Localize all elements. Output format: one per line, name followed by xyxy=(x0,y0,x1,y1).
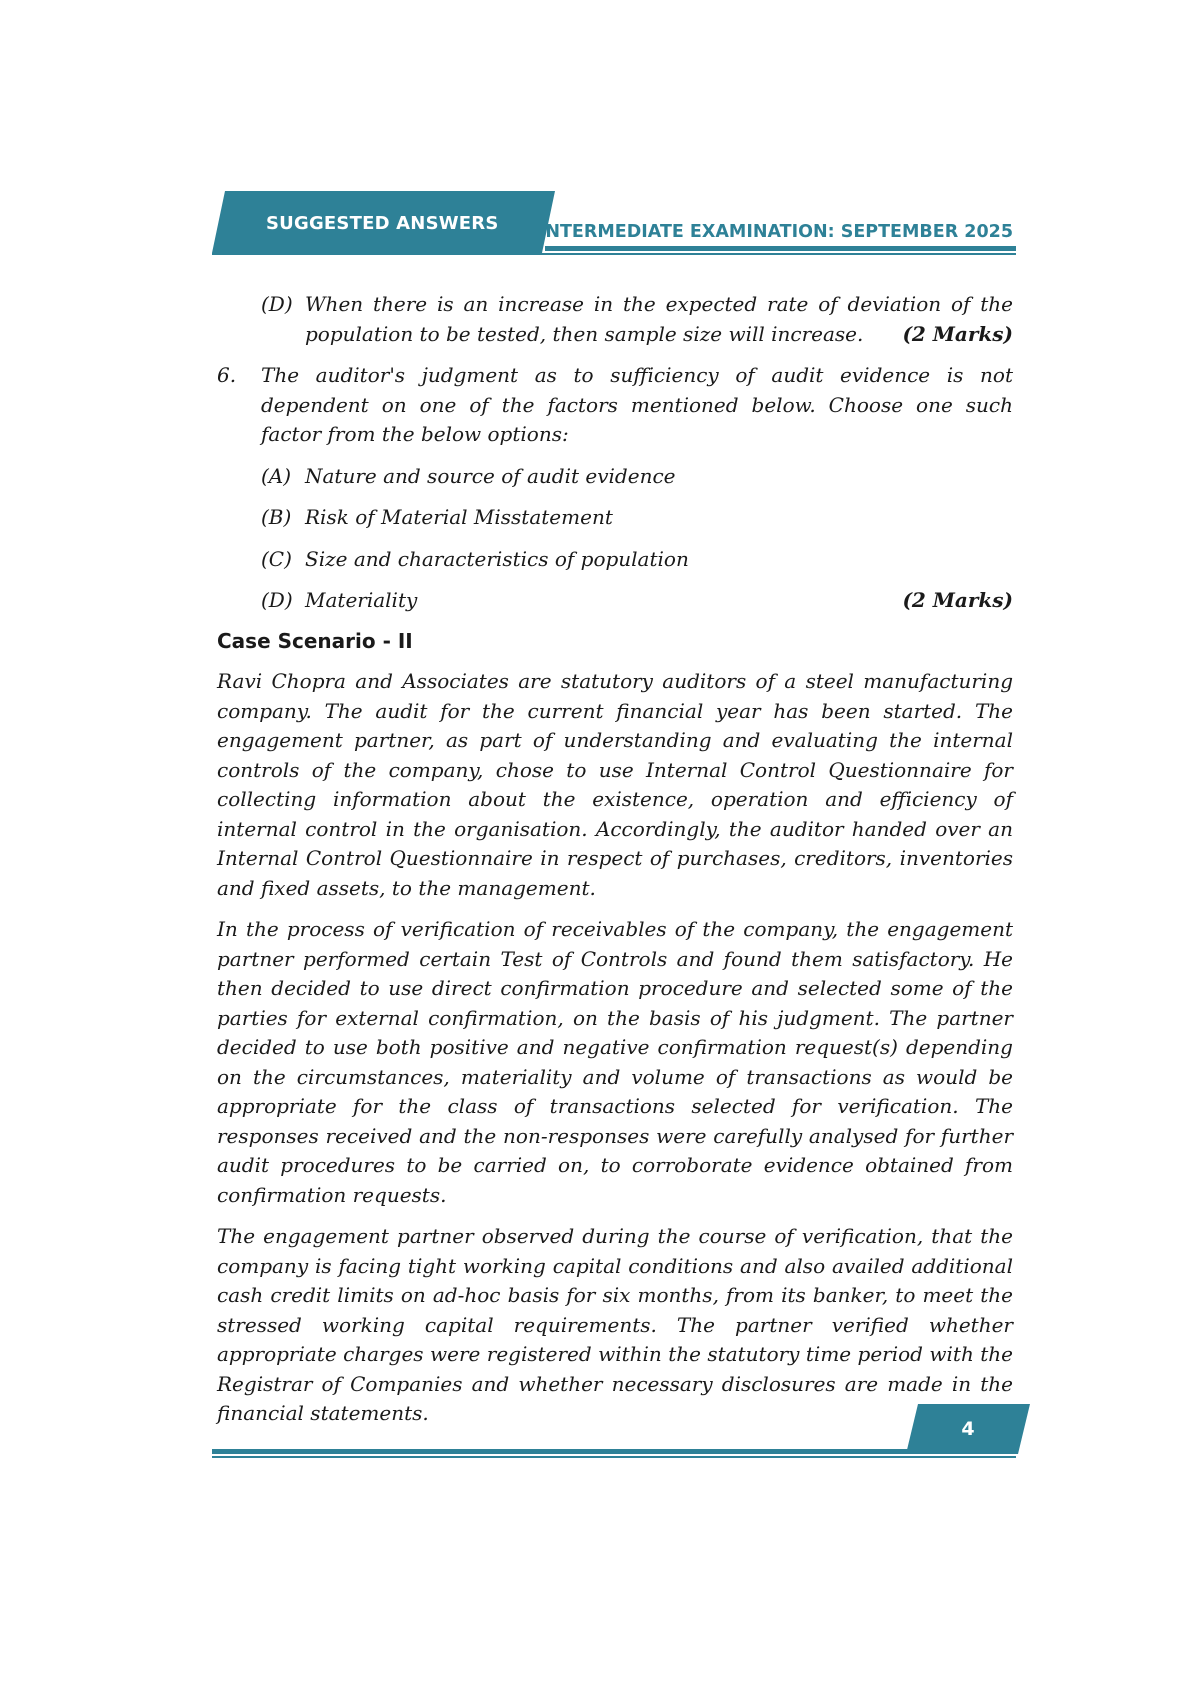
option-letter: (A) xyxy=(261,463,292,488)
case-paragraph: In the process of verification of receivables of the company, the engagement partner performed certain Test of Controls and found them satisfactory. He then decided to use direct confirmation procedure and selected some of the parties for external confirmation, on the basis of his judgment. The partner decided to use both positive and negative confirmation request(s) depending on the circumstances, materiality and volume of transactions as would be appropriate for the class of transactions selected for verification. The responses received and the non-responses were carefully analysed for further audit procedures to be carried on, to corroborate evidence obtained from confirmation requests. xyxy=(217,917,1013,1207)
option-d xyxy=(261,586,1013,616)
marks-label: (2 Marks) xyxy=(902,321,1013,346)
option-letter: (D) xyxy=(261,292,293,316)
option-text-body: When there is an increase in the expected rate of deviation of the population to be tested, then sample size will increase. xyxy=(305,292,1013,346)
header-rule-thin xyxy=(212,253,1016,255)
question-number: 6. xyxy=(217,363,237,387)
case-paragraph: Ravi Chopra and Associates are statutory auditors of a steel manufacturing company. The audit for the current financial year has been started. The engagement partner, as part of understanding and evaluating the internal controls of the company, chose to use Internal Control Questionnaire for collecting information about the existence, operation and efficiency of internal control in the organisation. Accordingly, the auditor handed over an Internal Control Questionnaire in respect of purchases, creditors, inventories and fixed assets, to the management. xyxy=(217,669,1013,900)
option-text xyxy=(305,290,1013,349)
page-content xyxy=(217,290,1013,1441)
question-text: The auditor's judgment as to sufficiency of audit evidence is not dependent on one of the factors mentioned below. Choose one such factor from the below options: xyxy=(261,363,1013,446)
footer-rule-thin xyxy=(212,1456,1016,1458)
option-text: Nature and source of audit evidence xyxy=(305,463,676,488)
option-text: Size and characteristics of population xyxy=(305,546,689,571)
option-c xyxy=(261,545,1013,575)
option-a xyxy=(261,462,1013,492)
question-6 xyxy=(217,361,1013,450)
case-scenario-heading: Case Scenario - II xyxy=(217,628,413,653)
header-rule xyxy=(545,246,1016,251)
q5-option-d xyxy=(261,290,1013,349)
page-number: 4 xyxy=(961,1418,975,1440)
option-letter: (D) xyxy=(261,588,293,612)
footer-rule xyxy=(212,1449,916,1454)
option-text xyxy=(305,586,1013,616)
option-letter: (B) xyxy=(261,505,292,529)
option-b xyxy=(261,503,1013,533)
case-paragraph: The engagement partner observed during the course of verification, that the company is facing tight working capital conditions and also availed additional cash credit limits on ad-hoc basis for six months, from its banker, to meet the stressed working capital requirements. The partner verified whether appropriate charges were registered within the statutory time period with the Registrar of Companies and whether necessary disclosures are made in the financial statements. xyxy=(217,1224,1013,1425)
header-title: INTERMEDIATE EXAMINATION: SEPTEMBER 2025 xyxy=(538,222,1013,242)
option-text-body: Materiality xyxy=(305,588,418,612)
option-text: Risk of Material Misstatement xyxy=(305,505,613,529)
header-tab-label: SUGGESTED ANSWERS xyxy=(266,213,499,234)
option-letter: (C) xyxy=(261,546,292,571)
marks-label: (2 Marks) xyxy=(902,588,1013,612)
question-6-options xyxy=(261,462,1013,616)
